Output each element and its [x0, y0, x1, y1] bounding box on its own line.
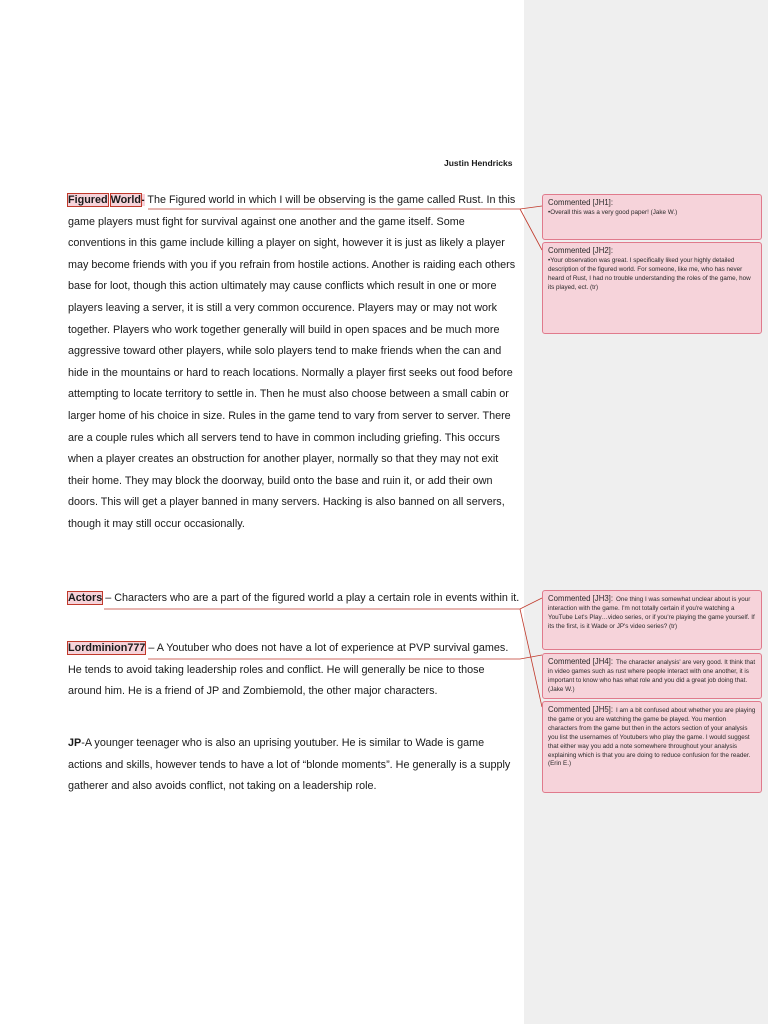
comment-jh2[interactable] [542, 242, 762, 334]
author-name: Justin Hendricks [444, 158, 513, 168]
comment-label: Commented [JH3]: [548, 594, 613, 603]
comment-text: •Overall this was a very good paper! (Jake W.) [548, 208, 678, 216]
highlight-world[interactable]: World [110, 194, 141, 206]
highlight-figured[interactable]: Figured [68, 194, 108, 206]
comment-jh4[interactable] [542, 653, 762, 699]
comment-text: •Your observation was great. I specifically liked your highly detailed description of the figured world. For someone, like me, who has never heard of Rust, I had no trouble understanding the roles of the game, how its played, ect. (tr) [548, 256, 751, 291]
comment-label: Commented [JH4]: [548, 657, 613, 666]
paragraph-jp [68, 733, 520, 798]
comment-label: Commented [JH2]: [548, 246, 613, 255]
highlight-dash[interactable]: - [140, 194, 145, 206]
paragraph-figured-world [68, 190, 520, 536]
paragraph-lordminion [68, 638, 520, 703]
highlight-actors[interactable]: Actors [68, 592, 103, 604]
paragraph-text: -A younger teenager who is also an uprising youtuber. He is similar to Wade is game actions and skills, however tends to have a lot of “blonde moments”. He generally is a supply gatherer and also avoids conflict, not taking on a leadership role. [68, 737, 511, 793]
comment-text: The character analysis' are very good. It think that in video games such as rust where people interact with one another, it is important to know who has what role and you did a great job doing that. (Jake W.) [548, 659, 756, 693]
comment-label: Commented [JH1]: [548, 198, 613, 207]
paragraph-text: The Figured world in which I will be observing is the game called Rust. In this game players must fight for survival against one another and the game itself. Some conventions in this game include killing a player on sight, however it is just as likely a player may become friends with you if you refrain from hostile actions. Another is raiding each others base for loot, though this action ultimately may cause conflicts which result in one or more players leaving a server, it is still a very common occurence. Players may or may not work together. Players who work together generally will build in open spaces and be much more aggressive toward other players, while solo players tend to make friends when the can and hide in the mountains or hard to reach locations. Normally a player first seeks out food before attempting to locate territory to settle in. Then he must also choose between a small cabin or larger home of his choice in size. Rules in the game tend to vary from server to server. There are a couple rules which all servers tend to have in common including griefing. This occurs when a player creates an obstruction for another player, normally so that they may not exit their home. They may block the doorway, build onto the base and ruin it, or add their own doors. This will get a player banned in many servers. Hacking is also banned on all servers, though it may still occur occasionally. [68, 194, 516, 530]
comment-text: I am a bit confused about whether you are playing the game or you are watching the game be played. You mention characters from the game but then in the actors section of your analysis you list the usernames of Youtubers who play the game. I would suggest that either way you add a note somewhere throughout your analysis explaining which is that you are doing to reduce confusion for the reader. (Erin E.) [548, 707, 756, 768]
comment-jh5[interactable] [542, 701, 762, 793]
comment-jh3[interactable] [542, 590, 762, 650]
paragraph-text: – Characters who are a part of the figured world a play a certain role in events within it. [102, 592, 520, 604]
highlight-lordminion[interactable]: Lordminion777 [68, 642, 146, 654]
comment-text: One thing I was somewhat unclear about is your interaction with the game. I'm not totally certain if you're watching a YouTube Let's Play…video series, or if you're playing the game yourself. If its the first, is it Wade or JP's video series? (tr) [548, 596, 755, 630]
term-jp: JP [68, 737, 82, 749]
paragraph-text: – A Youtuber who does not have a lot of experience at PVP survival games. He tends to avoid taking leadership roles and conflict. He will generally be nice to those around him. He is a friend of JP and Zombiemold, the other major characters. [68, 642, 509, 698]
paragraph-actors [68, 588, 520, 610]
comment-margin-pane [524, 0, 768, 1024]
comment-jh1[interactable] [542, 194, 762, 240]
comment-label: Commented [JH5]: [548, 705, 613, 714]
